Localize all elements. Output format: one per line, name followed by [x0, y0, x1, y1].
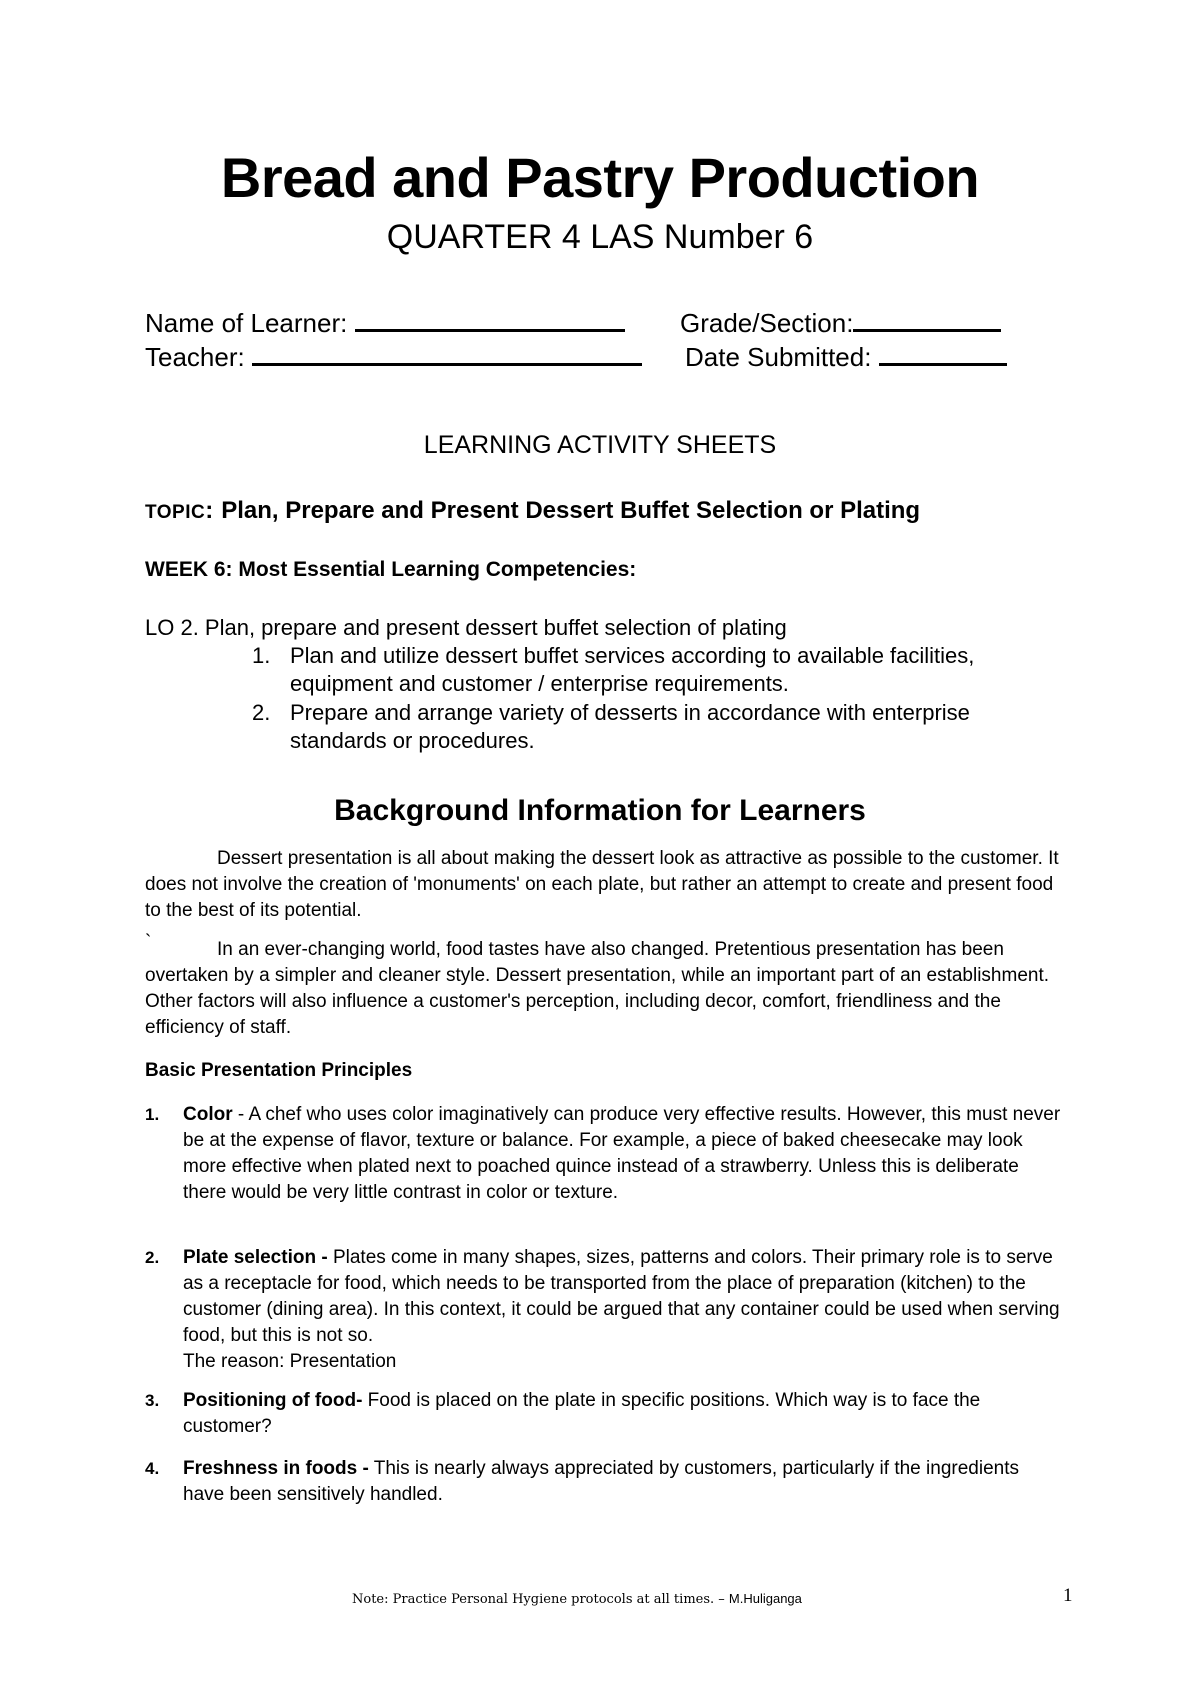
- name-of-learner-field[interactable]: [145, 305, 625, 338]
- date-submitted-field[interactable]: [685, 339, 1007, 372]
- competency-number: 1.: [252, 643, 271, 668]
- date-submitted-blank[interactable]: [879, 339, 1007, 366]
- principle-term: Color: [183, 1104, 233, 1125]
- week-heading: WEEK 6: Most Essential Learning Competencies:: [145, 558, 637, 581]
- competency-line: Prepare and arrange variety of desserts in accordance with enterprise: [290, 700, 970, 725]
- principle-body: [183, 1388, 1063, 1440]
- name-of-learner-blank[interactable]: [355, 305, 625, 332]
- principle-body: [183, 1245, 1063, 1375]
- stray-backtick: `: [145, 932, 152, 953]
- principle-number: 3.: [145, 1391, 160, 1410]
- competency-line: standards or procedures.: [290, 728, 535, 753]
- topic-text: Plan, Prepare and Present Dessert Buffet Selection or Plating: [221, 497, 921, 524]
- principle-number: 2.: [145, 1248, 160, 1267]
- background-paragraph-2: [145, 937, 1065, 1041]
- topic-tag: TOPIC: [145, 502, 206, 523]
- principle-text: Plates come in many shapes, sizes, patterns and colors. Their primary role is to serve as a receptacle for food, which needs to be transported from the place of preparation (kitchen) to the customer (dining area). In this context, it could be argued that any container could be used when serving food, but this is not so.: [183, 1247, 1060, 1346]
- page-number: 1: [1063, 1585, 1073, 1606]
- principle-body: [183, 1456, 1063, 1508]
- footer-note: [352, 1590, 802, 1609]
- competency-line: Plan and utilize dessert buffet services according to available facilities,: [290, 643, 975, 668]
- teacher-blank[interactable]: [252, 339, 642, 366]
- principle-text: - A chef who uses color imaginatively can produce very effective results. However, this must never be at the expense of flavor, texture or balance. For example, a piece of baked cheesecake may look more effective when plated next to poached quince instead of a strawberry. Unless this is deliberate there would be very little contrast in color or texture.: [183, 1104, 1061, 1203]
- topic-line: [145, 496, 920, 528]
- paragraph-text: Dessert presentation is all about making the dessert look as attractive as possible to the customer. It does not involve the creation of 'monuments' on each plate, but rather an attempt to create and present food to the best of its potential.: [145, 848, 1059, 921]
- teacher-label: Teacher:: [145, 342, 245, 372]
- principle-term: Positioning of food-: [183, 1390, 363, 1411]
- background-paragraph-1: [145, 846, 1065, 924]
- teacher-field[interactable]: [145, 339, 642, 372]
- paragraph-text: In an ever-changing world, food tastes have also changed. Pretentious presentation has been overtaken by a simpler and cleaner style. Dessert presentation, while an important part of an establishment. Other factors will also influence a customer's perception, including decor, comfort, friendliness and the efficiency of staff.: [145, 939, 1050, 1038]
- competency-line: equipment and customer / enterprise requirements.: [290, 671, 789, 696]
- name-of-learner-label: Name of Learner:: [145, 308, 348, 338]
- background-heading: Background Information for Learners: [334, 794, 866, 827]
- footer-author: M.Huliganga: [728, 1591, 802, 1606]
- grade-section-field[interactable]: [680, 305, 1001, 338]
- principle-term: Plate selection -: [183, 1247, 328, 1268]
- competency-text: [290, 699, 1090, 755]
- grade-section-label: Grade/Section:: [680, 308, 854, 338]
- grade-section-blank[interactable]: [853, 305, 1001, 332]
- principle-body: [183, 1102, 1063, 1206]
- principle-term: Freshness in foods -: [183, 1458, 369, 1479]
- principle-extra: The reason: Presentation: [183, 1351, 397, 1372]
- las-heading: LEARNING ACTIVITY SHEETS: [423, 431, 777, 459]
- learning-outcome: LO 2. Plan, prepare and present dessert buffet selection of plating: [145, 615, 787, 640]
- competency-number: 2.: [252, 700, 271, 725]
- competency-text: [290, 642, 1090, 698]
- document-title: Bread and Pastry Production: [220, 146, 980, 209]
- topic-colon: :: [205, 497, 214, 524]
- principle-number: 1.: [145, 1105, 160, 1124]
- principle-text: Food is placed on the plate in specific positions. Which way is to face the customer?: [183, 1390, 981, 1437]
- document-subtitle: QUARTER 4 LAS Number 6: [386, 218, 814, 256]
- principle-number: 4.: [145, 1459, 160, 1478]
- footer-note-text: Note: Practice Personal Hygiene protocols at all times. –: [352, 1592, 729, 1607]
- principle-text: This is nearly always appreciated by customers, particularly if the ingredients have been sensitively handled.: [183, 1458, 1019, 1505]
- date-submitted-label: Date Submitted:: [685, 342, 872, 372]
- principles-heading: Basic Presentation Principles: [145, 1060, 413, 1081]
